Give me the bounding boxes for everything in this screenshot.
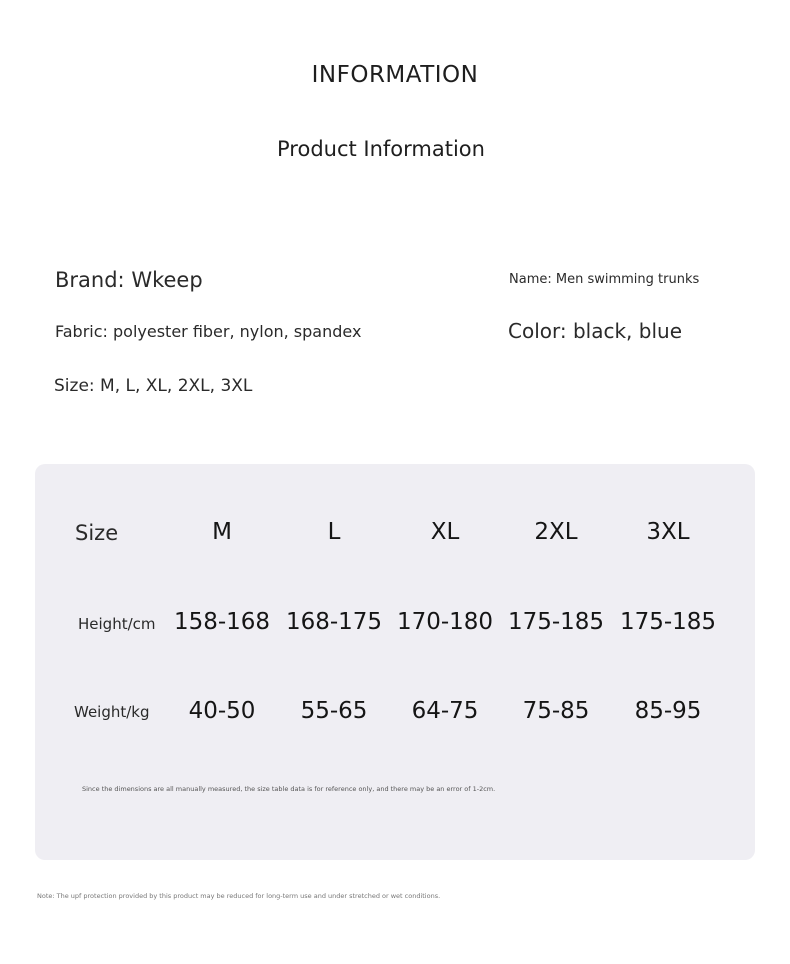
weight-cell: 75-85 bbox=[522, 698, 590, 724]
row-label-height: Height/cm bbox=[78, 615, 156, 633]
height-cell: 168-175 bbox=[285, 609, 383, 635]
fabric-label: Fabric: bbox=[55, 322, 108, 341]
size-label: Size: bbox=[54, 376, 95, 396]
size-cell: 2XL bbox=[534, 519, 578, 545]
size-cell: XL bbox=[430, 519, 460, 545]
weight-cell: 85-95 bbox=[634, 698, 702, 724]
size-value: M, L, XL, 2XL, 3XL bbox=[100, 376, 253, 396]
height-cell: 158-168 bbox=[173, 609, 271, 635]
size-info bbox=[54, 376, 252, 396]
brand-info bbox=[55, 268, 203, 292]
color-value: black, blue bbox=[572, 319, 683, 343]
footer-note: Note: The upf protection provided by this product may be reduced for long-term use and under stretched or wet conditions. bbox=[37, 892, 441, 900]
weight-cell: 64-75 bbox=[411, 698, 479, 724]
page-subtitle: Product Information bbox=[277, 137, 485, 161]
color-label: Color: bbox=[508, 319, 567, 343]
fabric-info bbox=[55, 322, 361, 341]
size-cell: M bbox=[212, 519, 232, 545]
name-info bbox=[509, 272, 699, 287]
weight-cell: 40-50 bbox=[188, 698, 256, 724]
color-info bbox=[508, 319, 682, 343]
row-label-weight: Weight/kg bbox=[74, 703, 150, 721]
height-cell: 175-185 bbox=[619, 609, 717, 635]
row-label-size: Size bbox=[75, 521, 119, 545]
brand-value: Wkeep bbox=[131, 268, 203, 292]
height-cell: 170-180 bbox=[396, 609, 494, 635]
name-value: Men swimming trunks bbox=[555, 272, 700, 287]
fabric-value: polyester fiber, nylon, spandex bbox=[113, 322, 362, 341]
name-label: Name: bbox=[509, 272, 552, 287]
page-title: INFORMATION bbox=[311, 62, 479, 88]
size-cell: L bbox=[327, 519, 341, 545]
weight-cell: 55-65 bbox=[300, 698, 368, 724]
size-chart-panel bbox=[35, 464, 755, 860]
brand-label: Brand: bbox=[55, 268, 125, 292]
height-cell: 175-185 bbox=[507, 609, 605, 635]
size-table-note: Since the dimensions are all manually measured, the size table data is for reference only, and there may be an error of 1-2cm. bbox=[82, 785, 496, 793]
size-cell: 3XL bbox=[646, 519, 690, 545]
